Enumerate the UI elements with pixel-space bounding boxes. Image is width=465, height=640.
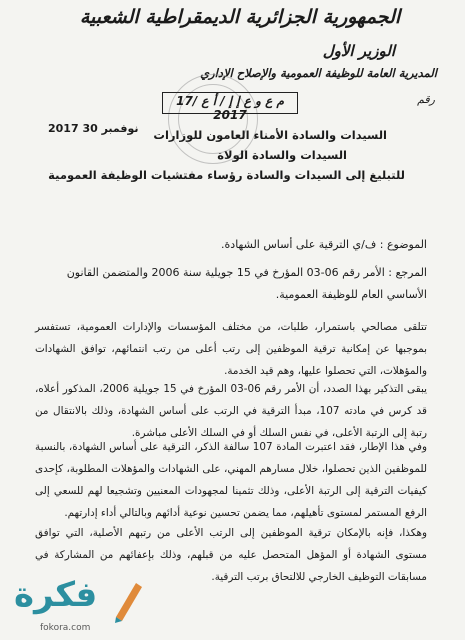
body-paragraph: وفي هذا الإطار، فقد اعتبرت المادة 107 سالفة الذكر، الترقية على أساس الشهادة، بالنسبة للموظفين الذين تحصلوا، خلال مسارهم المهني، على الشهادات والمؤهلات المطلوبة، كإحدى كيفيات الترقية إلى الرتبة الأعلى، وذلك تثمينا لمجهودات المعنيين وتشجيعا لهم للسعي إلى الرفع المستمر لمستوى تأهيلهم، مما يضمن تحسين نوعية أدائهم وبالتالي أداء إدارتهم. <box>35 441 428 519</box>
body-paragraph: يبقى التذكير بهذا الصدد، أن الأمر رقم 06-03 المؤرخ في 15 جويلية 2006، المذكور أعلاه، قد كرس في مادته 107، مبدأ الترقية في الرتب على أساس الشهادة، وذلك بالانتقال من رتبة إلى الرتبة الأعلى، في نفس السلك أو في السلك الأعلى مباشرة. <box>35 383 428 439</box>
recipient-line-1: السيدات والسادة الأمناء العامون للوزارات <box>153 128 387 142</box>
reference-number: 17/ م ع و ع إ إ / أ ع 2017 <box>176 94 284 122</box>
republic-heading: الجمهورية الجزائرية الديمقراطية الشعبية <box>79 6 401 28</box>
body-paragraph: تتلقى مصالحي باستمرار، طلبات، من مختلف المؤسسات والإدارات العمومية، تستفسر بموجبها عن إمكانية ترقية الموظفين إلى رتب أعلى من رتب انتمائهم، توافق الشهادات والمؤهلات، التي تحصلوا عليها، وهم قيد الخدمة. <box>35 321 427 377</box>
direction-heading: المديرية العامة للوظيفة العمومية والإصلاح الإداري <box>200 66 437 80</box>
pen-icon <box>110 577 146 623</box>
document-date: 2017 30 نوفمبر <box>48 122 139 135</box>
watermark-logo <box>4 575 152 639</box>
watermark-site: fokora.com <box>40 623 91 633</box>
reference-label: رقم <box>417 93 435 106</box>
premier-heading: الوزير الأول <box>322 42 395 60</box>
subject-line: الموضوع : ف/ي الترقية على أساس الشهادة. <box>221 238 427 251</box>
legal-reference: المرجع : الأمر رقم 06-03 المؤرخ في 15 جويلية سنة 2006 والمتضمن القانون الأساسي العام للوظيفة العمومية. <box>66 266 427 301</box>
recipient-line-3: للتبليغ إلى السيدات والسادة رؤساء مفتشيات الوظيفة العمومية <box>48 168 405 182</box>
watermark-brand: فكرة <box>14 575 98 615</box>
body-paragraph: وهكذا، فإنه بالإمكان ترقية الموظفين إلى الرتب الأعلى من رتبهم الأصلية، التي توافق مستوى الشهادة أو المؤهل المتحصل عليه من قبلهم، وذلك بإعفائهم من المشاركة في مسابقات التوظيف الخارجي للالتحاق برتب الترقية. <box>35 527 427 583</box>
recipient-line-2: السيدات والسادة الولاة <box>217 148 347 162</box>
